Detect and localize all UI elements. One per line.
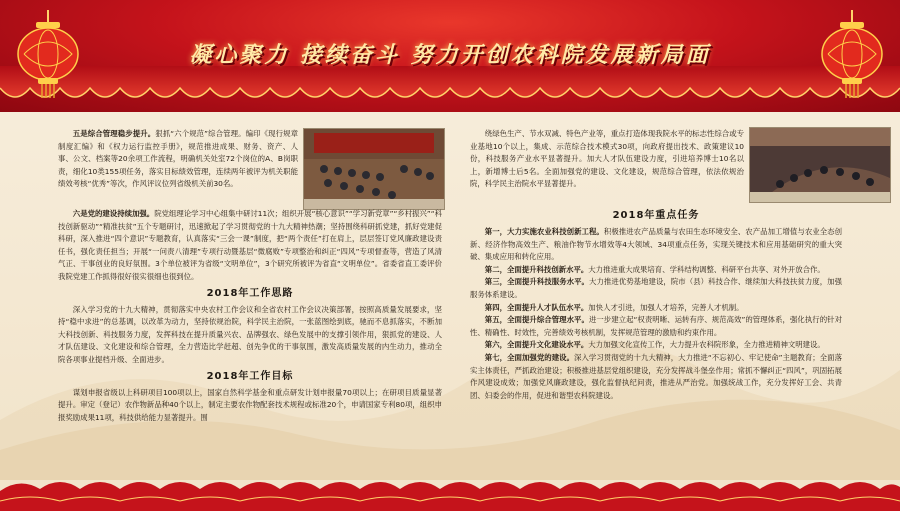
paragraph-text: 狠抓“六个规范”综合管理。编印《现行规章制度汇编》和《权力运行监控手册》，规范推进成果、财务、资产、人事、公文、档案等20余项工作流程，明确机关处室72个岗位的A、B岗职责，细化10类155项任务，落实目标绩效管理，连续两年被评为机关职能绩效考核“优秀”等次，作风评议位列省级机关前30名。 xyxy=(58,129,298,189)
left-column-top xyxy=(58,128,298,191)
left-column xyxy=(58,208,442,424)
task-heading: 第六，全面提升文化建设水平。 xyxy=(484,340,589,350)
meeting-photo xyxy=(303,128,445,210)
task-item xyxy=(470,302,842,315)
section-title: 2018年工作目标 xyxy=(206,370,294,382)
task-text: 进一步建立起“权责明晰、运转有序、规范高效”的管理体系，强化执行的针对性、精确性、时效性，完善绩效考核机制，发挥规范管理的激励和约束作用。 xyxy=(470,315,842,337)
paragraph: 绕绿色生产、节水双减、特色产业等，重点打造体现我院水平的标志性综合或专业基地10个以上，集成、示范综合技术模式30项，向政府提出技术、政策建议10份，科技服务产业水平显著提升。加大人才队伍建设力度，引进培养博士10名以上，新增博士后5名。全面加强党的建设、文化建设，规范综合管理，依法依规治院，科学民主治院水平显著提升。 xyxy=(470,129,744,189)
lantern-icon xyxy=(816,10,888,100)
section-title: 2018年工作思路 xyxy=(206,287,294,299)
section-title: 2018年重点任务 xyxy=(612,210,700,221)
task-text: 深入学习贯彻党的十九大精神，大力推进“不忘初心、牢记使命”主题教育；全面落实主体责任，严抓政治建设；积极推进基层党组织建设，充分发挥战斗堡垒作用；常抓不懈纠正“四风”，巩固拓展作风建设成效；加强党风廉政建设，强化监督执纪问责，推进从严治党。加强统战工作，充分发挥好工会、共青团、妇委会的作用，促进和谐型农科院建设。 xyxy=(470,352,842,400)
conference-photo xyxy=(749,127,891,203)
task-text: 大力推进重大成果培育、学科结构调整、科研平台共享、对外开放合作。 xyxy=(588,264,825,274)
task-heading: 第七，全面加强党的建设。 xyxy=(484,352,575,362)
lantern-icon xyxy=(12,10,84,100)
task-item xyxy=(470,352,842,402)
right-column-top xyxy=(470,128,744,191)
task-item xyxy=(470,264,842,277)
task-text: 加快人才引进，加强人才培养，完善人才机制。 xyxy=(588,302,744,312)
paragraph: 谋划申报省级以上科研项目100项以上，国家自然科学基金和重点研发计划申报量70项以上；在研项目质量显著提升。审定（登记）农作物新品种40个以上，制定主要农作物配套技术规程或标准20个，申请国家专利80项，组织申报奖励成果11项，科技供给能力显著提升。围 xyxy=(58,387,442,422)
task-heading: 第四，全面提升人才队伍水平。 xyxy=(484,302,589,312)
poster-title: 凝心聚力 接续奋斗 努力开创农科院发展新局面 xyxy=(189,43,711,68)
paragraph: 深入学习党的十九大精神，贯彻落实中央农村工作会议和全省农村工作会议决策部署，按照高质量发展要求，坚持“稳中求进”的总基调，以改革为动力，坚持依规治院，科学民主治院，一张蓝图绘到底，驰而不息抓落实，不断加大科技创新、科技服务力度，发挥科技在提升质量兴农、品牌强农、绿色发展中的支撑引领作用，狠抓党的建设、人才队伍建设、文化建设和综合管理，全力营造比学赶超、创先争优的干事氛围，激发高质量发展的内生动力，推动全院各项事业提档升级、全面进步。 xyxy=(58,304,442,364)
bottom-cloud-border xyxy=(0,471,900,511)
curtain-decoration xyxy=(0,66,900,112)
task-item xyxy=(470,314,842,339)
task-item xyxy=(470,226,842,264)
paragraph xyxy=(58,128,298,191)
paragraph-heading: 六是党的建设持续加强。 xyxy=(72,209,155,218)
paragraph xyxy=(58,208,442,284)
task-heading: 第二，全面提升科技创新水平。 xyxy=(484,264,589,274)
task-heading: 第五，全面提升综合管理水平。 xyxy=(484,315,589,325)
task-heading: 第三，全面提升科技服务水平。 xyxy=(484,277,589,287)
task-text: 积极推进农产品质量与农田生态环境安全、农产品加工增值与农业全态创新、经济作物高效生产、粮油作物节水增效等4大领域、34项重点任务，实现关键技术和应用基础研究的重大突破、集成应用和转化应用。 xyxy=(470,227,842,262)
paragraph-heading: 五是综合管理稳步提升。 xyxy=(72,129,156,138)
task-item xyxy=(470,276,842,301)
paragraph-text: 院党组理论学习中心组集中研讨11次；组织开展“核心意识”“学习新党章”“乡村振兴”“科技创新驱动”“精准扶贫”五个专题研讨，迅速掀起了学习贯彻党的十九大精神热潮；坚持围绕科研抓党建，抓好党建促科研，深入推进“四个意识”专题教育，认真落实“三会一课”制度，把“两个责任”打在肩上，层层签订党风廉政建设责任书，强化责任担当；开展“一问责八清理”专项行动暨基层“微腐败”专项整治和纠正“四风”专项督查等，营造了风清气正、干事创业的良好氛围。3个单位被评为省级“文明单位”，3个研究所被评为省直“文明单位”。省委省直工委评价我院党建工作抓得很好很实很细也很到位。 xyxy=(58,209,442,281)
task-text: 大力推进优势基地建设，院市（县）科技合作、继续加大科技扶贫力度，加强服务体系建设。 xyxy=(470,277,842,299)
task-text: 大力加强文化宣传工作，大力提升农科院形象，全力推进精神文明建设。 xyxy=(588,340,825,350)
right-column xyxy=(470,206,842,402)
task-heading: 第一，大力实施农业科技创新工程。 xyxy=(484,227,604,236)
task-item xyxy=(470,339,842,352)
